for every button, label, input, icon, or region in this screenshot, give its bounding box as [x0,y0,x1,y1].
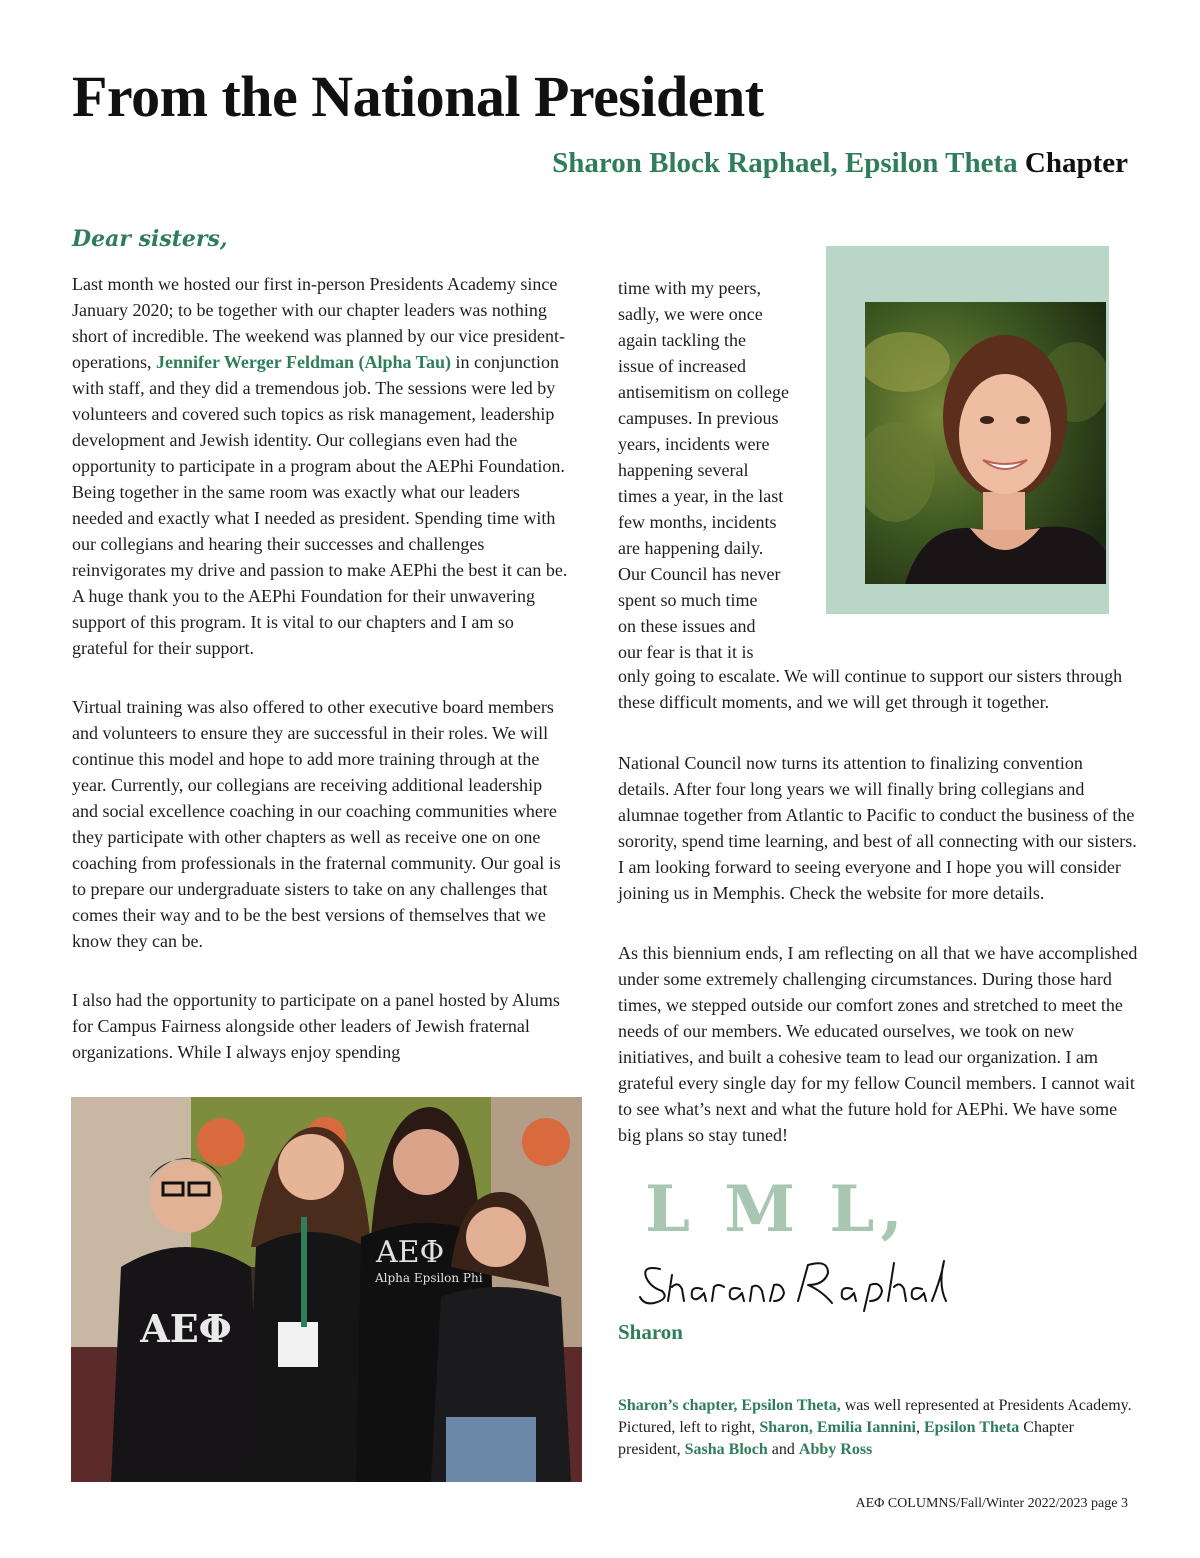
text-line: times a year, in the last [618,486,784,506]
text-line: happening several [618,460,749,480]
page-title: From the National President [72,64,764,129]
paragraph-convention: National Council now turns its attention to finalizing convention details. After four long years we will finally bring collegians and alumnae together from Atlantic to Pacific to conduct the business of the sorority, spend time learning, and best of all connecting with our sisters. I am looking forward to seeing everyone and I hope you will consider joining us in Memphis. Check the website for more details. [618,753,1137,903]
highlighted-name: Epsilon Theta [923,1419,1020,1436]
highlighted-name: Sharon, Emilia Iannini [759,1419,916,1436]
highlighted-name: Abby Ross [798,1441,873,1458]
paragraph-antisemitism-rest: only going to escalate. We will continue to support our sisters through these difficult moments, and we will get through it together. [618,666,1123,712]
shirt-letters-2: ΑΕΦ [376,1235,445,1270]
text-line: are happening daily. [618,538,764,558]
paragraph-antisemitism-wrap [618,275,813,665]
byline-suffix: Chapter [1024,147,1128,179]
text-line: spent so much time [618,590,758,610]
text-line: campuses. In previous [618,408,779,428]
highlighted-name: Sasha Bloch [684,1441,768,1458]
text-run: in conjunction with staff, and they did a tremendous job. The sessions were led by volunteers and covered such topics as risk management, leadership development and Jewish identity. Our collegians even had the opportunity to participate in a program about the AEPhi Foundation. Being together in the same room was exactly what our leaders needed and exactly what I needed as president. Spending time with our collegians and hearing their successes and challenges reinvigorates my drive and passion to make AEPhi the best it can be. A huge thank you to the AEPhi Foundation for their unwavering support of this program. It is vital to our chapters and I am so grateful for their support. [72,352,568,658]
text-run: was well represented at Presidents Academy. Pictured, left to right, [618,1397,1132,1436]
paragraph-panel: I also had the opportunity to participate on a panel hosted by Alums for Campus Fairness alongside other leaders of Jewish fraternal organizations. While I always enjoy spending [72,990,560,1062]
handwritten-signature [632,1255,952,1315]
closing-lml: L M L, [645,1172,909,1247]
text-run: Last month we hosted our first in-person Presidents Academy since January 2020; to be together with our chapter leaders was nothing short of incredible. The weekend was planned by our vice president-operations, [72,274,566,372]
highlighted-name: Sharon’s chapter, Epsilon Theta, [618,1397,841,1414]
text-line: our fear is that it is [618,642,754,662]
text-run: and [767,1441,799,1458]
portrait-photo [865,302,1106,584]
greeting: Dear sisters, [72,226,228,252]
paragraph-virtual-training: Virtual training was also offered to other executive board members and volunteers to ensure they are successful in their roles. We will continue this model and hope to add more training through at the year. Currently, our collegians are receiving additional leadership and social excellence coaching in our coaching communities where they participate with other chapters as well as receive one on one coaching from professionals in the fraternal community. Our goal is to prepare our undergraduate sisters to take on any challenges that comes their way and to be the best versions of themselves that we know they can be. [72,697,561,951]
byline-name: Sharon Block Raphael, Epsilon Theta [552,147,1018,179]
text-line: issue of increased [618,356,746,376]
page-footer: AΕΦ COLUMNS/Fall/Winter 2022/2023 page 3 [855,1496,1128,1511]
shirt-text: Alpha Epsilon Phi [375,1271,483,1285]
group-photo [71,1097,582,1482]
text-line: few months, incidents [618,512,777,532]
text-line: antisemitism on college [618,382,789,402]
text-line: Our Council has never [618,564,781,584]
paragraph-presidents-academy [72,271,572,661]
text-line: sadly, we were once [618,304,763,324]
text-line: years, incidents were [618,434,770,454]
text-line: on these issues and [618,616,756,636]
text-run: Chapter president, [618,1419,1074,1458]
highlighted-name: Jennifer Werger Feldman (Alpha Tau) [155,352,452,372]
shirt-letters-1: ΑΕΦ [140,1306,232,1351]
text-line: time with my peers, [618,278,761,298]
paragraph-biennium: As this biennium ends, I am reflecting on all that we have accomplished under some extremely challenging circumstances. During those hard times, we stepped outside our comfort zones and stretched to meet the needs of our members. We educated ourselves, we took on new initiatives, and built a cohesive team to lead our organization. I am grateful every single day for my fellow Council members. I cannot wait to see what’s next and what the future hold for AEPhi. We have some big plans so stay tuned! [618,943,1138,1145]
photo-caption [618,1395,1138,1461]
text-run: , [915,1419,924,1436]
author-byline [552,144,1128,182]
text-line: again tackling the [618,330,746,350]
signer-name: Sharon [618,1320,683,1344]
